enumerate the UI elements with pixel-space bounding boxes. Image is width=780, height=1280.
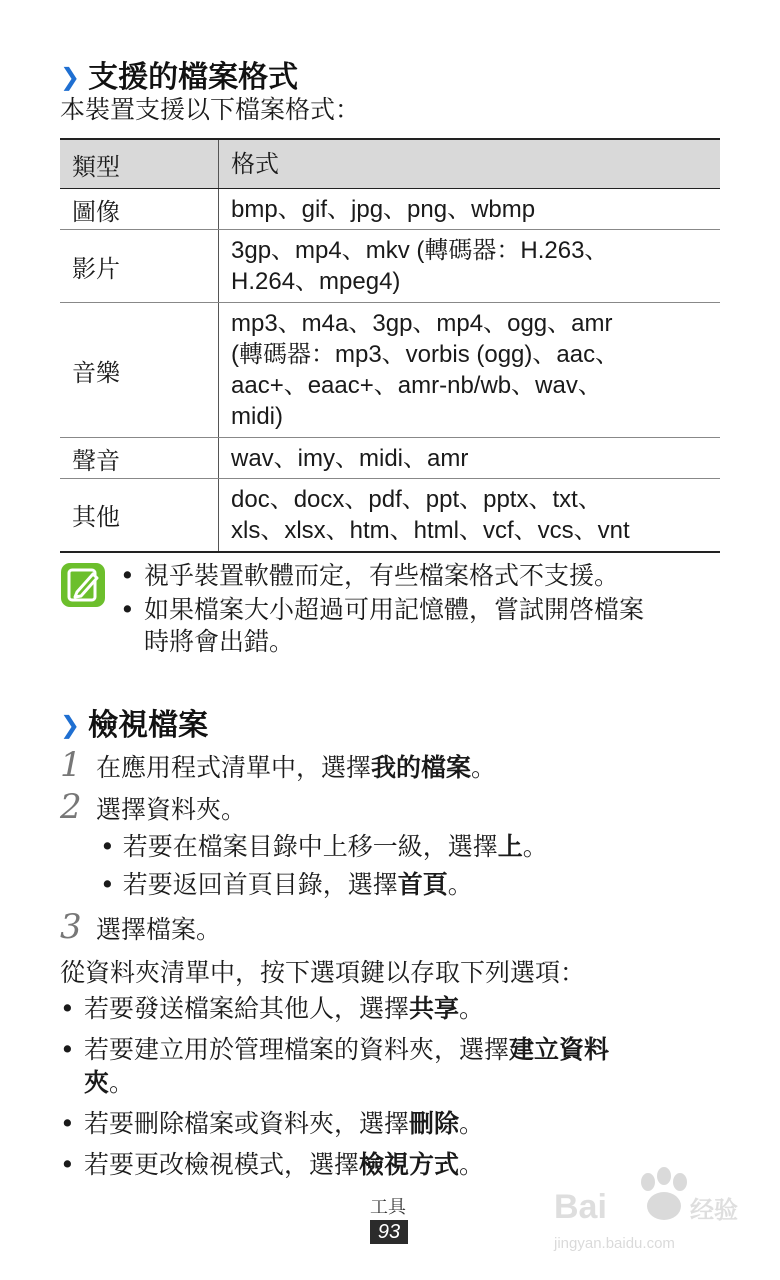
row-type: 圖像	[60, 189, 219, 230]
option-text: 若要更改檢視模式，選擇	[84, 1150, 360, 1179]
chevron-right-icon: ❯	[60, 63, 81, 91]
substep-bold-term: 上	[497, 832, 523, 861]
option-end: 。	[459, 994, 485, 1023]
section-title-view-files	[60, 700, 208, 744]
option-end: 。	[459, 1150, 485, 1179]
substep-text: 若要在檔案目錄中上移一級，選擇	[122, 832, 498, 861]
section-title-supported-formats	[60, 52, 298, 96]
substep-up	[100, 830, 548, 864]
baidu-jingyan-watermark	[550, 1160, 740, 1270]
page-number: 93	[370, 1220, 408, 1244]
formats-table	[60, 138, 720, 553]
step-bold-term: 我的檔案	[371, 753, 472, 782]
section-title-text: 支援的檔案格式	[88, 60, 299, 95]
table-row	[60, 230, 720, 303]
step-number: 1	[60, 745, 82, 785]
substep-text: 若要返回首頁目錄，選擇	[122, 870, 398, 899]
row-type: 其他	[60, 479, 219, 552]
substep-home	[100, 868, 473, 902]
table-row	[60, 303, 720, 438]
table-header-type: 類型	[60, 139, 219, 189]
option-item	[60, 1033, 700, 1099]
chevron-right-icon: ❯	[60, 711, 81, 739]
option-bold-term: 刪除	[409, 1109, 460, 1138]
step-1	[60, 745, 497, 785]
table-header-row	[60, 139, 720, 189]
option-text: 若要發送檔案給其他人，選擇	[84, 994, 410, 1023]
row-formats: doc、docx、pdf、ppt、pptx、txt、 xls、xlsx、htm、html、vcf、vcs、vnt	[219, 479, 721, 552]
step-3	[60, 907, 222, 947]
step-end: 。	[471, 753, 497, 782]
formats-intro: 本裝置支援以下檔案格式：	[60, 95, 361, 124]
option-bold-term: 建立資料 夾	[84, 1035, 610, 1097]
svg-text:经验: 经验	[690, 1196, 738, 1224]
row-type: 音樂	[60, 303, 219, 438]
table-row	[60, 438, 720, 479]
step-text: 選擇檔案。	[96, 915, 222, 944]
row-formats: 3gp、mp4、mkv (轉碼器：H.263、 H.264、mpeg4)	[219, 230, 721, 303]
substep-end: 。	[522, 832, 548, 861]
options-intro: 從資料夾清單中，按下選項鍵以存取下列選項：	[60, 958, 586, 987]
option-bold-term: 檢視方式	[359, 1150, 460, 1179]
row-formats: wav、imy、midi、amr	[219, 438, 721, 479]
substep-end: 。	[447, 870, 473, 899]
step-text: 在應用程式清單中，選擇	[96, 753, 372, 782]
option-bold-term: 共享	[409, 994, 460, 1023]
note-list	[120, 560, 730, 660]
option-text: 若要建立用於管理檔案的資料夾，選擇	[84, 1035, 510, 1064]
option-item	[60, 1107, 700, 1140]
note-item: • 視乎裝置軟體而定，有些檔案格式不支援。	[120, 560, 730, 592]
svg-text:jingyan.baidu.com: jingyan.baidu.com	[554, 1235, 675, 1252]
substep-bold-term: 首頁	[397, 870, 448, 899]
step-text: 選擇資料夾。	[96, 795, 247, 824]
svg-text:Bai: Bai	[554, 1188, 607, 1226]
row-type: 影片	[60, 230, 219, 303]
row-formats: mp3、m4a、3gp、mp4、ogg、amr (轉碼器：mp3、vorbis (ogg)、aac、 aac+、eaac+、amr-nb/wb、wav、 midi)	[219, 303, 721, 438]
table-header-format: 格式	[219, 139, 721, 189]
option-end: 。	[109, 1068, 135, 1097]
note-pencil-icon	[60, 562, 106, 608]
table-row	[60, 189, 720, 230]
row-formats: bmp、gif、jpg、png、wbmp	[219, 189, 721, 230]
note-item: • 如果檔案大小超過可用記憶體，嘗試開啓檔案 時將會出錯。	[120, 594, 730, 658]
option-item	[60, 992, 700, 1025]
option-end: 。	[459, 1109, 485, 1138]
table-row	[60, 479, 720, 552]
option-text: 若要刪除檔案或資料夾，選擇	[84, 1109, 410, 1138]
step-number: 2	[60, 787, 82, 827]
section-title-text: 檢視檔案	[88, 708, 209, 743]
step-2	[60, 787, 247, 827]
step-number: 3	[60, 907, 82, 947]
footer-chapter-label: 工具	[370, 1197, 406, 1218]
row-type: 聲音	[60, 438, 219, 479]
